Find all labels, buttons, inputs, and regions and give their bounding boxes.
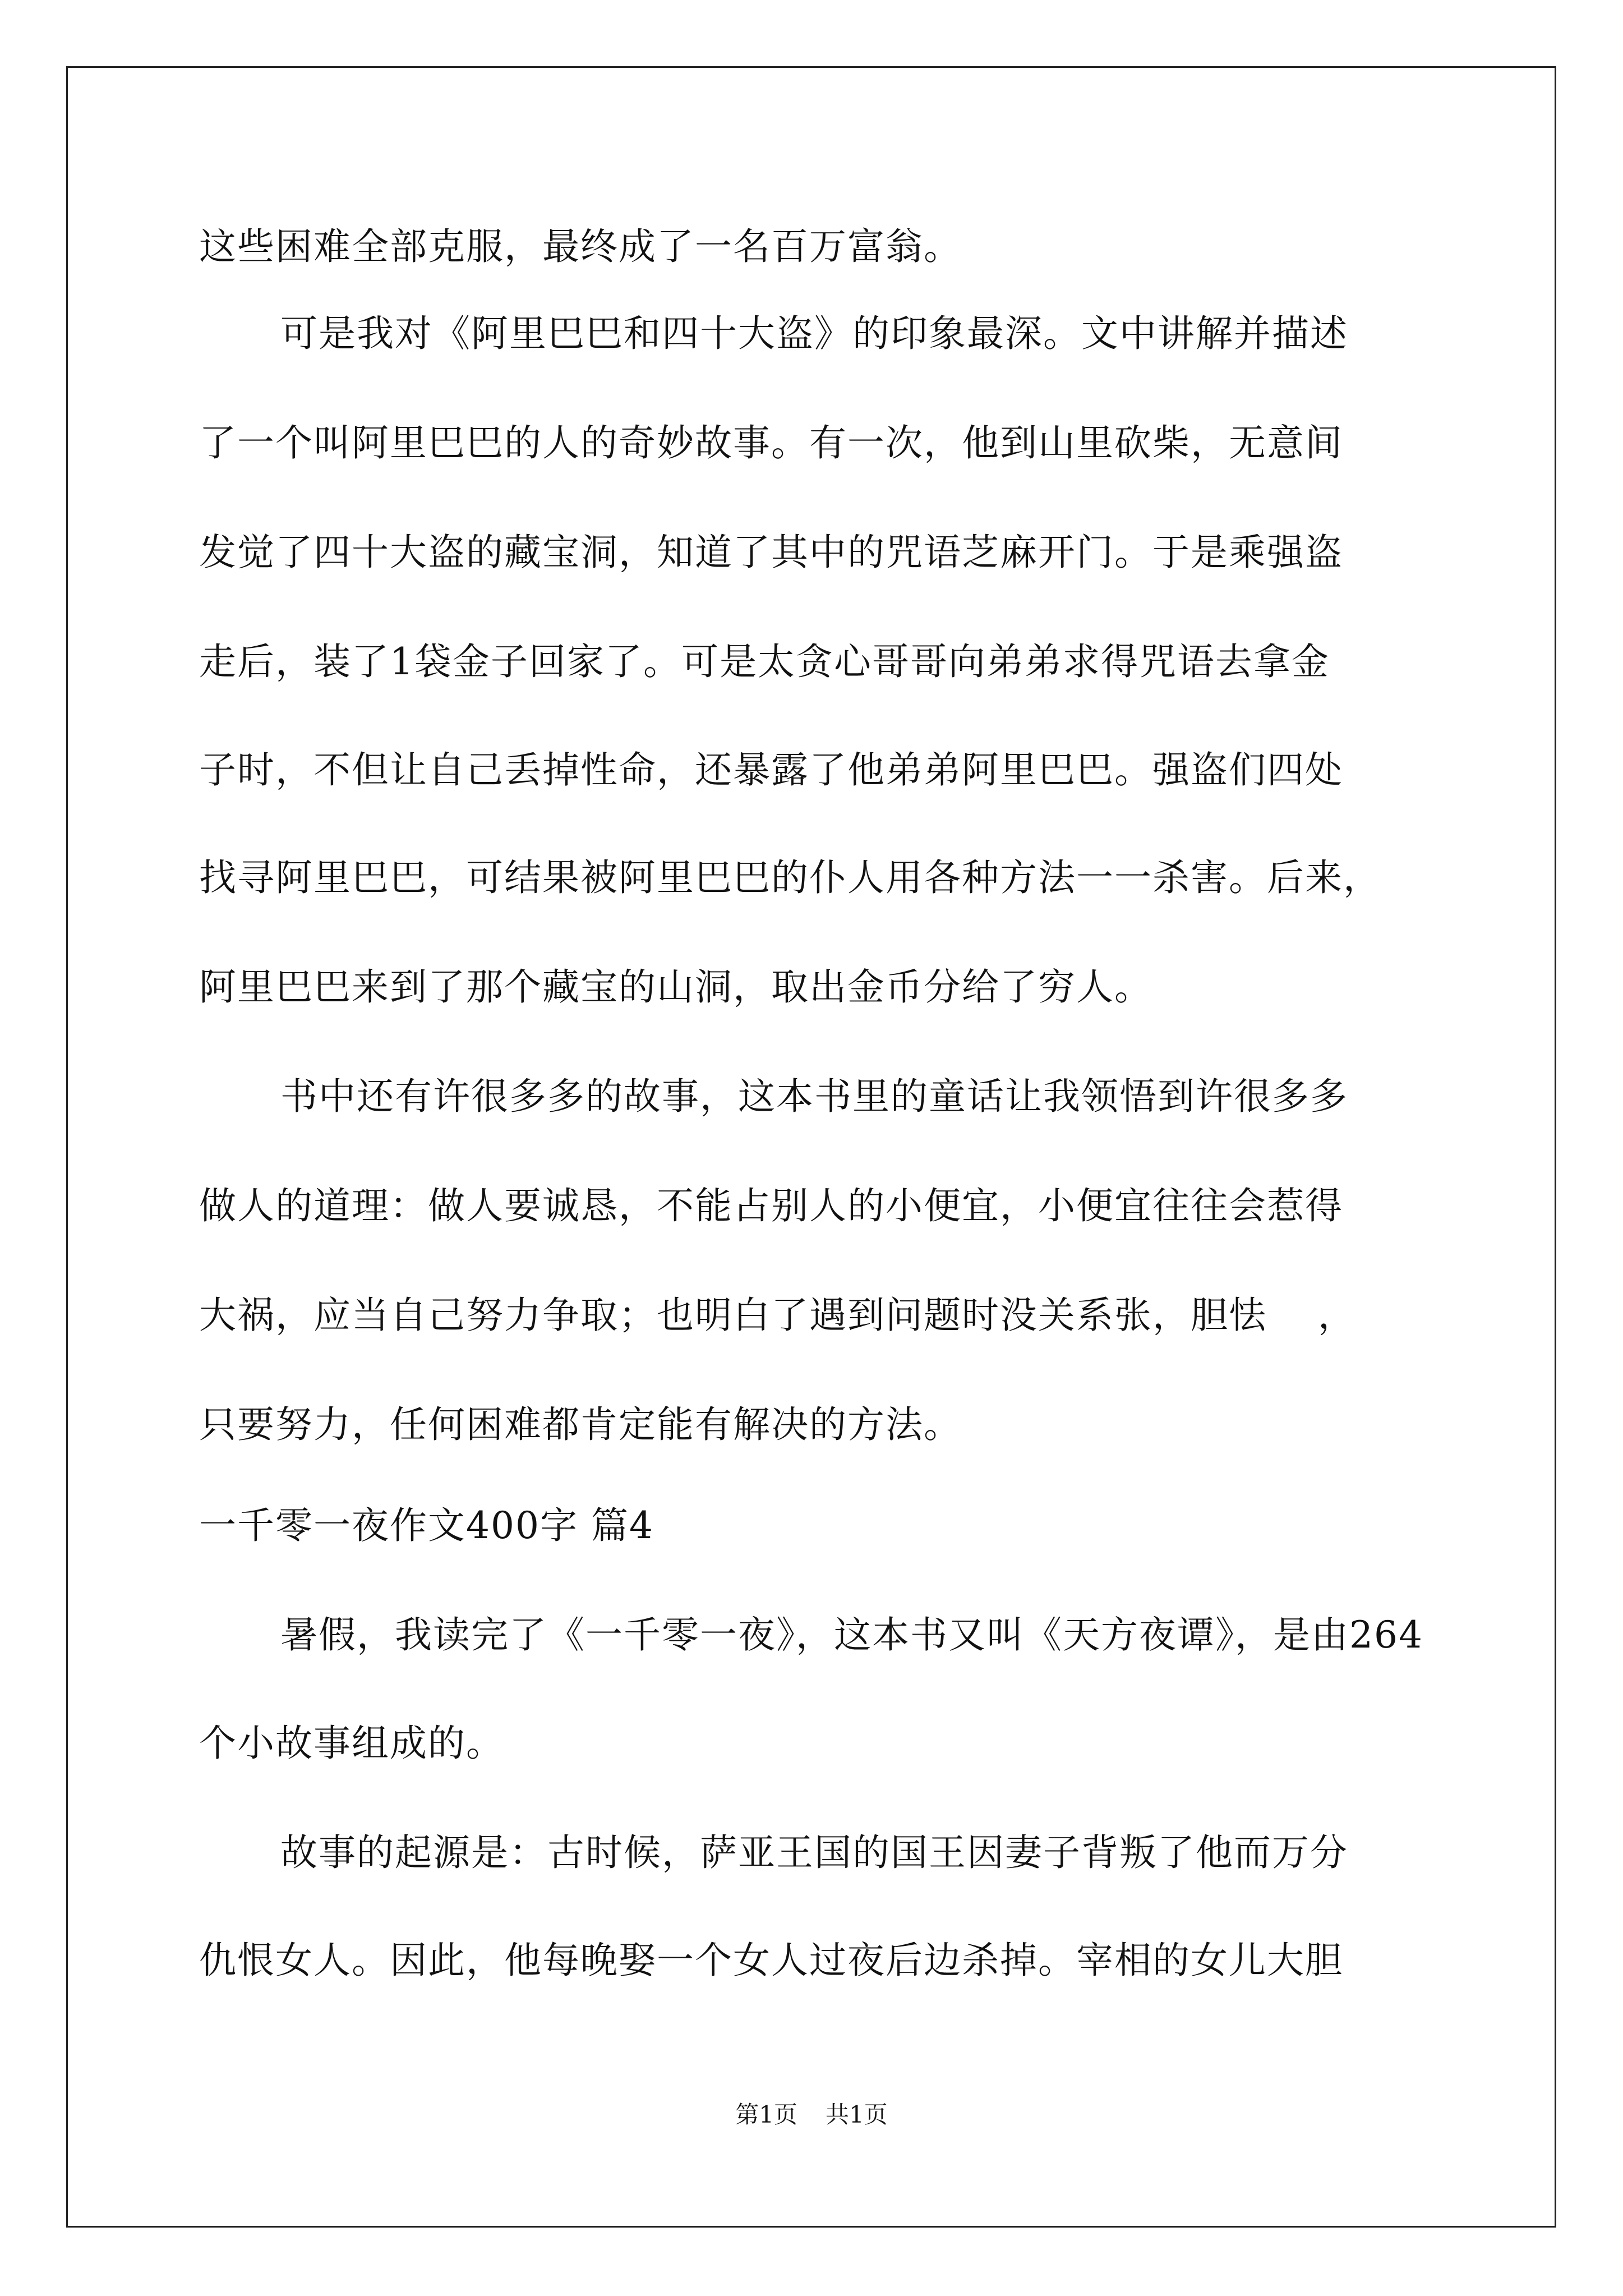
paragraph-start: 可是我对《阿里巴巴和四十大盗》的印象最深。文中讲解并描述 [280, 312, 1348, 355]
text-line: 发觉了四十大盗的藏宝洞，知道了其中的咒语芝麻开门。于是乘强盗 [199, 531, 1343, 574]
page-footer [0, 2101, 1623, 2129]
text-line: 阿里巴巴来到了那个藏宝的山洞，取出金币分给了穷人。 [199, 965, 1152, 1009]
paragraph-start: 故事的起源是：古时候，萨亚王国的国王因妻子背叛了他而万分 [280, 1831, 1348, 1874]
page-number: 第1页 [735, 2101, 797, 2128]
paragraph-start: 书中还有许很多多的故事，这本书里的童话让我领悟到许很多多 [280, 1075, 1348, 1118]
text-line: 子时，不但让自己丢掉性命，还暴露了他弟弟阿里巴巴。强盗们四处 [199, 748, 1343, 792]
text-line: 了一个叫阿里巴巴的人的奇妙故事。有一次，他到山里砍柴，无意间 [199, 421, 1343, 464]
text-line: 个小故事组成的。 [199, 1722, 504, 1765]
page-total: 共1页 [826, 2101, 888, 2128]
text-line: 找寻阿里巴巴，可结果被阿里巴巴的仆人用各种方法一一杀害。后来， [199, 856, 1381, 899]
page-border [66, 66, 1556, 2228]
text-line: 仇恨女人。因此，他每晚娶一个女人过夜后边杀掉。宰相的女儿大胆 [199, 1939, 1343, 1982]
paragraph-start: 暑假，我读完了《一千零一夜》，这本书又叫《天方夜谭》，是由264 [280, 1613, 1423, 1657]
text-line: 只要努力，任何困难都肯定能有解决的方法。 [199, 1403, 962, 1446]
section-heading: 一千零一夜作文400字 篇4 [199, 1504, 654, 1547]
text-line: 大祸，应当自己努力争取；也明白了遇到问题时没关系张，胆怯 ， [199, 1294, 1356, 1337]
text-line: 这些困难全部克服，最终成了一名百万富翁。 [199, 225, 962, 268]
text-line: 做人的道理：做人要诚恳，不能占别人的小便宜，小便宜往往会惹得 [199, 1184, 1343, 1227]
text-line: 走后，装了1袋金子回家了。可是太贪心哥哥向弟弟求得咒语去拿金 [199, 640, 1330, 683]
